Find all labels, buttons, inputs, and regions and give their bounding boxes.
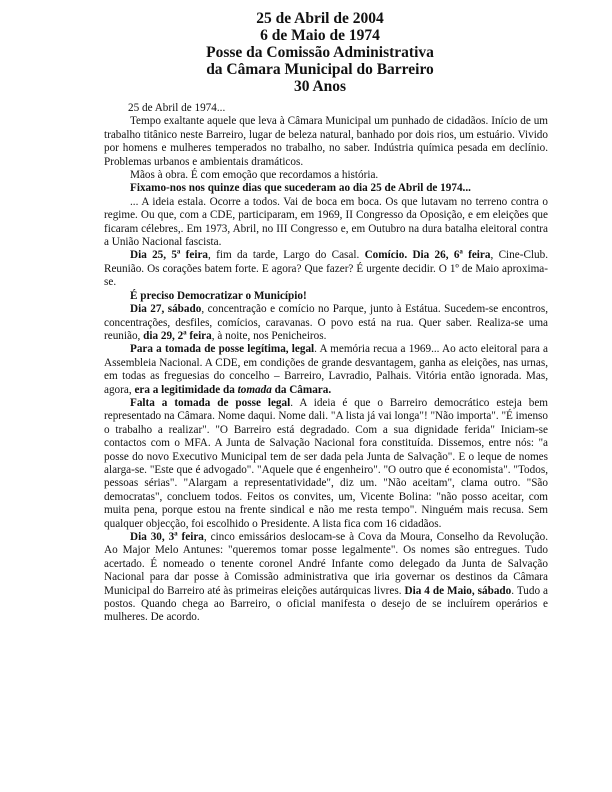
heading-text: É preciso Democratizar o Município! xyxy=(130,289,307,302)
paragraph-day-30 xyxy=(104,531,548,625)
article-body xyxy=(104,102,548,625)
paragraph-day-27 xyxy=(104,303,548,343)
bold-legitimacy xyxy=(134,384,331,396)
header-title-line2: da Câmara Municipal do Barreiro xyxy=(206,61,434,78)
paragraph-hands-to-work: Mãos à obra. É com emoção que recordamos a história. xyxy=(130,169,379,182)
text-day-27: , concentração e comício no Parque, junto à Estátua. Sucedem-se encontros, concentrações, desfiles, comícios, caravanas. O povo está na rua. Quer saber. Realiza-se uma reunião, xyxy=(104,303,548,342)
paragraph-day-25 xyxy=(104,249,548,289)
section-heading-democratize xyxy=(104,290,548,303)
paragraph-idea: ... A ideia estala. Ocorre a todos. Vai de boca em boca. Os que lutavam no terreno contra o regime. Ou que, com a CDE, participaram, em 1969, II Congresso da Oposição, e em eleições que ficaram célebres,. Em 1973, Abril, no III Congresso e, em Outubro na dura batalha eleitoral contra a União Nacional fascista. xyxy=(104,195,548,249)
text-day-29: , à noite, nos Penicheiros. xyxy=(211,329,327,342)
text-day-30: , cinco emissários deslocam-se à Cova da Moura, Conselho da Revolução. Ao Major Melo Antunes: "queremos tomar posse legalmente". Os nomes são entregues. Tudo acertado. É nomeado o tenente coronel André Infante como delegado da Junta de Salvação Nacional para dar posse à Comissão administrativa que iria governar os destinos da Câmara Municipal do Barreiro até às primeiras eleições autárquicas livres. xyxy=(104,531,548,597)
header-anniversary: 30 Anos xyxy=(293,78,347,95)
header-date-2004: 25 de Abril de 2004 xyxy=(256,10,384,27)
section-heading-fifteen-days xyxy=(104,182,548,195)
bold-day-27: Dia 27, sábado xyxy=(130,303,202,316)
bold-legal-possession: Falta a tomada de posse legal xyxy=(130,396,291,409)
italic-tomada: tomada xyxy=(237,383,272,396)
bold-day-4-may: Dia 4 de Maio, sábado xyxy=(404,584,512,597)
paragraph-legal-possession xyxy=(104,397,548,531)
bold-legitimacy-text: era a legitimidade da xyxy=(134,383,238,396)
bold-day-30: Dia 30, 3ª feira xyxy=(130,531,204,543)
paragraph-intro: Tempo exaltante aquele que leva à Câmara Municipal um punhado de cidadãos. Início de um trabalho titânico neste Barreiro, lugar de beleza natural, banhado por dois rios, um estuário. Vivido por homens e mulheres temperados no trabalho, no saber. Indústria química pesada em declínio. Problemas urbanos e ambientais dramáticos. xyxy=(104,115,548,168)
paragraph-legitimacy xyxy=(104,343,548,397)
bold-day-26: Comício. Dia 26, 6ª feira xyxy=(364,249,491,262)
header-title-line1: Posse da Comissão Administrativa xyxy=(206,44,434,61)
bold-legitimate-possession: Para a tomada de posse legítima, legal xyxy=(130,343,315,356)
text-day-4-may: . Tudo a postos. Quando chega ao Barreiro, o oficial manifesta o desejo de se incluírem operários e mulheres. De acordo. xyxy=(104,584,548,624)
text-memory-1969: . A memória recua a 1969... Ao acto eleitoral para a Assembleia Nacional. A CDE, em condições de grande desvantagem, ganha as eleições, nas urnas, em todas as freguesias do concelho – Barreiro, Lavradio, Palhais. Vitória então ignorada. Mas, agora, xyxy=(104,343,548,396)
bold-legitimacy-end: da Câmara. xyxy=(271,383,332,396)
text-day-25: , fim da tarde, Largo do Casal. xyxy=(208,249,365,262)
text-day-26: , Cine-Club. Reunião. Os corações batem forte. E agora? Que fazer? É urgente decidir. O 1º de Maio aproxima-se. xyxy=(104,249,549,289)
text-legal-possession: . A ideia é que o Barreiro democrático esteja bem representado na Câmara. Nome daqui. Nome dali. "A lista já vai longa"! "Não importa". "É imenso o trabalho a realizar". "O Barreiro está degradado. Com a sua dignidade ferida" Iniciam-se contactos com o MFA. A Junta de Salvação Nacional fora constituída. Dissemos, entre nós: "a posse do novo Executivo Municipal tem de ser dada pela Junta de Salvação". E o leque de nomes alarga-se. "Este que é advogado". "Aquele que é engenheiro". "O outro que é economista". "Todos, pessoas sérias". "Alargam a representatividade", diz um. "Não aceitam", clama outro. "São democratas", concluem todos. Feitos os convites, um, Vicente Bolina: "não posso aceitar, com muita pena, porque estou na frente sindical e não me resta tempo". Ninguém mais recusa. Sem qualquer objecção, foi escolhido o Presidente. A lista fica com 16 cidadãos. xyxy=(104,396,548,530)
opening-date: 25 de Abril de 1974... xyxy=(128,102,226,114)
bold-day-29: dia 29, 2ª feira xyxy=(143,329,212,342)
header-date-1974: 6 de Maio de 1974 xyxy=(260,27,380,44)
heading-text: Fixamo-nos nos quinze dias que sucederam ao dia 25 de Abril de 1974... xyxy=(130,182,471,195)
bold-day-25: Dia 25, 5ª feira xyxy=(130,249,209,262)
